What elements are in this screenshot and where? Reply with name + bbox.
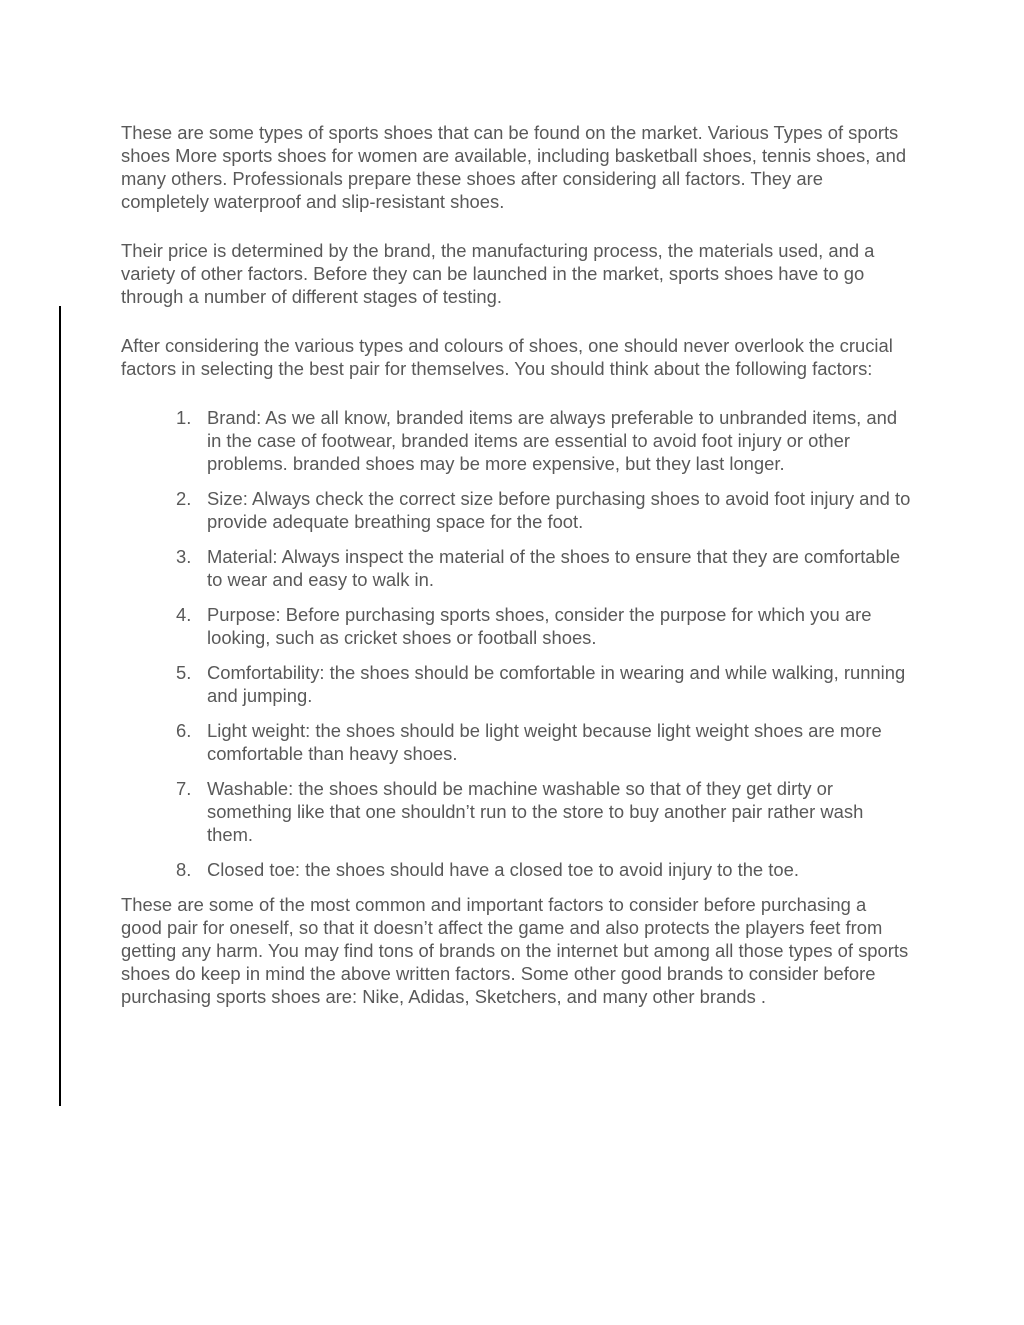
list-item bbox=[121, 719, 911, 765]
paragraph-price: Their price is determined by the brand, the manufacturing process, the materials used, and a variety of other factors. Before they can be launched in the market, sports shoes have to go through a number of different stages of testing. bbox=[121, 240, 875, 307]
list-item-number: 2. bbox=[176, 488, 192, 509]
list-item-text: Washable: the shoes should be machine washable so that of they get dirty or something like that one shouldn’t run to the store to buy another pair rather wash them. bbox=[207, 778, 864, 845]
list-item-text: Light weight: the shoes should be light weight because light weight shoes are more comfortable than heavy shoes. bbox=[207, 720, 882, 764]
paragraph-intro: These are some types of sports shoes that can be found on the market. Various Types of sports shoes More sports shoes for women are available, including basketball shoes, tennis shoes, and many others. Professionals prepare these shoes after considering all factors. They are completely waterproof and slip-resistant shoes. bbox=[121, 122, 907, 212]
list-item bbox=[121, 777, 911, 846]
list-item bbox=[121, 661, 911, 707]
list-item bbox=[121, 603, 911, 649]
list-item-number: 7. bbox=[176, 778, 192, 799]
list-item-number: 4. bbox=[176, 604, 192, 625]
list-item-number: 1. bbox=[176, 407, 192, 428]
list-item bbox=[121, 487, 911, 533]
paragraph-factors-intro: After considering the various types and colours of shoes, one should never overlook the crucial factors in selecting the best pair for themselves. You should think about the following factors: bbox=[121, 335, 893, 379]
list-item-number: 3. bbox=[176, 546, 192, 567]
list-item-text: Brand: As we all know, branded items are always preferable to unbranded items, and in the case of footwear, branded items are essential to avoid foot injury or other problems. branded shoes may be more expensive, but they last longer. bbox=[207, 407, 898, 474]
paragraph-closing: These are some of the most common and important factors to consider before purchasing a good pair for oneself, so that it doesn’t affect the game and also protects the players feet from getting any harm. You may find tons of brands on the internet but among all those types of sports shoes do keep in mind the above written factors. Some other good brands to consider before purchasing sports shoes are: Nike, Adidas, Sketchers, and many other brands . bbox=[121, 894, 909, 1007]
list-item-text: Size: Always check the correct size before purchasing shoes to avoid foot injury and to provide adequate breathing space for the foot. bbox=[207, 488, 911, 532]
list-item-number: 8. bbox=[176, 859, 192, 880]
list-item bbox=[121, 858, 911, 881]
list-item bbox=[121, 406, 911, 475]
list-item-text: Material: Always inspect the material of the shoes to ensure that they are comfortable to wear and easy to walk in. bbox=[207, 546, 901, 590]
list-item-text: Comfortability: the shoes should be comfortable in wearing and while walking, running and jumping. bbox=[207, 662, 906, 706]
list-item-text: Purpose: Before purchasing sports shoes, consider the purpose for which you are looking, such as cricket shoes or football shoes. bbox=[207, 604, 872, 648]
list-item-number: 6. bbox=[176, 720, 192, 741]
revision-change-bar bbox=[59, 306, 61, 1106]
list-item-text: Closed toe: the shoes should have a closed toe to avoid injury to the toe. bbox=[207, 859, 799, 880]
list-item-number: 5. bbox=[176, 662, 192, 683]
list-item bbox=[121, 545, 911, 591]
factors-list bbox=[121, 406, 911, 881]
document-body bbox=[121, 121, 911, 1008]
